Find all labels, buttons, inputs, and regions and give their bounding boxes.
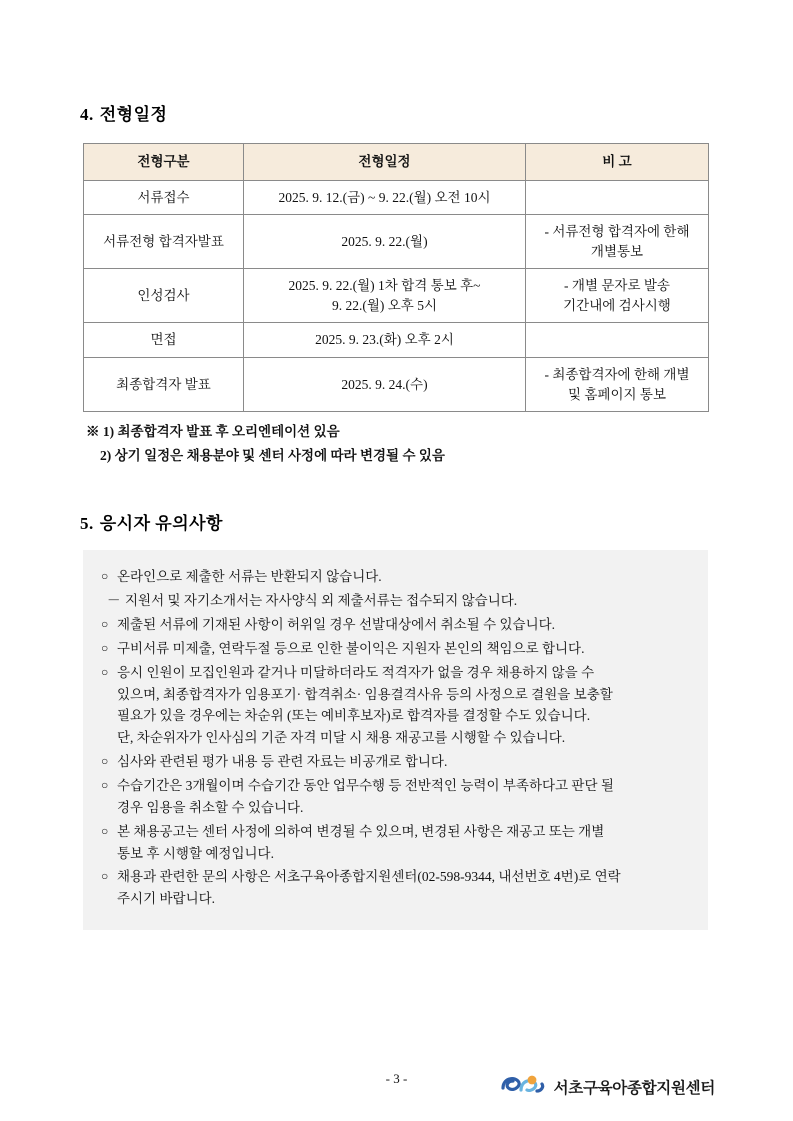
cell-note (526, 269, 709, 323)
table-row (84, 269, 709, 323)
list-item (101, 775, 690, 819)
cell-note (526, 180, 709, 215)
cell-note (526, 215, 709, 269)
section-title-5: 응시자 유의사항 (99, 514, 223, 534)
list-item-line: 통보 후 시행할 예정입니다. (117, 845, 274, 861)
column-header-type: 전형구분 (84, 144, 244, 181)
bullet-circle-icon: ○ (101, 754, 109, 769)
list-item-line: 필요가 있을 경우에는 차순위 (또는 예비후보자)로 합격자를 결정할 수도 있습니다. (117, 708, 591, 724)
table-row (84, 180, 709, 215)
section-title-4: 전형일정 (99, 105, 168, 124)
list-item-line: 심사와 관련된 평가 내용 등 관련 자료는 비공개로 합니다. (117, 754, 448, 770)
list-item-line: 채용과 관련한 문의 사항은 서초구육아종합지원센터(02-598-9344, 내선번호 4번)로 연락 (117, 869, 621, 885)
column-header-schedule: 전형일정 (244, 144, 526, 181)
list-item-text (117, 866, 690, 910)
list-item-text (117, 662, 690, 749)
list-item-line: 경우 임용을 취소할 수 있습니다. (117, 799, 304, 815)
page-number: - 3 - (385, 1071, 408, 1086)
list-item (101, 566, 690, 588)
table-header-row (84, 144, 709, 181)
cell-schedule-line1: 2025. 9. 24.(수) (341, 376, 428, 392)
list-item (101, 821, 690, 865)
list-item-line: 제출된 서류에 기재된 사항이 허위일 경우 선발대상에서 취소될 수 있습니다. (117, 617, 556, 633)
table-row (84, 215, 709, 269)
bullet-circle-icon: ○ (101, 569, 109, 584)
cell-type: 서류전형 합격자발표 (84, 215, 244, 269)
cell-schedule-line1: 2025. 9. 22.(월) 1차 합격 통보 후~ (288, 278, 481, 294)
cell-type: 인성검사 (84, 269, 244, 323)
cell-note-line2: 개별통보 (590, 243, 644, 259)
bullet-circle-icon: ○ (101, 640, 109, 655)
list-item-line: 있으며, 최종합격자가 임용포기· 합격취소· 임용결격사유 등의 사정으로 결원을 보충할 (117, 686, 613, 702)
schedule-note-1: ※ 1) 최종합격자 발표 후 오리엔테이션 있음 (86, 424, 340, 440)
list-item-line: 구비서류 미제출, 연락두절 등으로 인한 불이익은 지원자 본인의 책임으로 합니다. (117, 640, 585, 656)
center-logo-icon (501, 1073, 547, 1101)
list-item-text (117, 775, 690, 819)
table-row (84, 357, 709, 411)
list-item (101, 590, 690, 612)
list-item-text (117, 614, 690, 636)
cell-note-line2: 및 홈페이지 통보 (567, 386, 667, 402)
schedule-notes (86, 420, 713, 467)
cell-type: 면접 (84, 323, 244, 358)
schedule-note-2: 2) 상기 일정은 채용분야 및 센터 사정에 따라 변경될 수 있음 (100, 447, 445, 463)
notice-box (83, 550, 708, 930)
cell-note-line1: - 최종합격자에 한해 개별 (544, 366, 690, 382)
cell-note-line2: 기간내에 검사시행 (563, 297, 671, 313)
footer-logo (501, 1073, 715, 1101)
list-item-text (125, 590, 690, 612)
list-item (101, 662, 690, 749)
cell-schedule (244, 323, 526, 358)
bullet-circle-icon: ○ (101, 617, 109, 632)
cell-type: 서류접수 (84, 180, 244, 215)
section-number-5: 5. (80, 514, 94, 534)
footer-logo-text: 서초구육아종합지원센터 (553, 1080, 715, 1097)
list-item-line: 단, 차순위자가 인사심의 기준 자격 미달 시 채용 재공고를 시행할 수 있습니다. (117, 730, 566, 746)
list-item (101, 614, 690, 636)
cell-schedule (244, 180, 526, 215)
cell-note-line1: - 개별 문자로 발송 (564, 278, 670, 294)
list-item (101, 751, 690, 773)
cell-schedule (244, 269, 526, 323)
list-item-line: 본 채용공고는 센터 사정에 의하여 변경될 수 있으며, 변경된 사항은 재공고 또는 개별 (117, 823, 605, 839)
cell-schedule-line1: 2025. 9. 22.(월) (341, 233, 428, 249)
bullet-circle-icon: ○ (101, 823, 109, 838)
cell-schedule (244, 215, 526, 269)
table-row (84, 323, 709, 358)
cell-note-line1: - 서류전형 합격자에 한해 (544, 224, 690, 240)
cell-schedule-line2: 9. 22.(월) 오후 5시 (331, 297, 438, 313)
list-item-text (117, 821, 690, 865)
list-item-text (117, 751, 690, 773)
list-item (101, 638, 690, 660)
cell-schedule-line1: 2025. 9. 12.(금) ~ 9. 22.(월) 오전 10시 (278, 189, 491, 205)
section-number-4: 4. (80, 105, 94, 124)
bullet-circle-icon: ○ (101, 869, 109, 884)
section-heading-notice (80, 509, 713, 534)
cell-note (526, 357, 709, 411)
list-item (101, 866, 690, 910)
list-item-line: 온라인으로 제출한 서류는 반환되지 않습니다. (117, 569, 382, 585)
list-item-text (117, 566, 690, 588)
column-header-note: 비 고 (526, 144, 709, 181)
bullet-dash-icon: － (107, 593, 121, 609)
cell-note (526, 323, 709, 358)
list-item-line: 주시기 바랍니다. (117, 891, 216, 907)
list-item-line: 지원서 및 자기소개서는 자사양식 외 제출서류는 접수되지 않습니다. (125, 593, 518, 609)
cell-type: 최종합격자 발표 (84, 357, 244, 411)
list-item-text (117, 638, 690, 660)
schedule-table (83, 143, 709, 412)
list-item-line: 수습기간은 3개월이며 수습기간 동안 업무수행 등 전반적인 능력이 부족하다고 판단 될 (117, 778, 614, 794)
cell-schedule-line1: 2025. 9. 23.(화) 오후 2시 (315, 332, 454, 348)
list-item-line: 응시 인원이 모집인원과 같거나 미달하더라도 적격자가 없을 경우 채용하지 않을 수 (117, 664, 595, 680)
section-heading-schedule (80, 100, 713, 125)
bullet-circle-icon: ○ (101, 664, 109, 679)
bullet-circle-icon: ○ (101, 778, 109, 793)
cell-schedule (244, 357, 526, 411)
